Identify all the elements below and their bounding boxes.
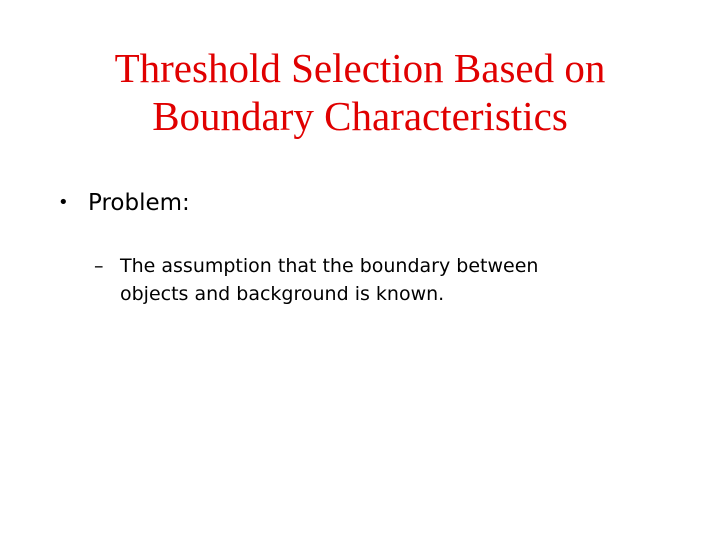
sub-bullet-list: [94, 252, 654, 308]
slide-title: [60, 44, 660, 140]
sub-bullet-line-2: objects and background is known.: [120, 283, 445, 305]
sub-bullet-line-1: The assumption that the boundary between: [120, 255, 539, 277]
bullet-text: Problem:: [88, 190, 190, 216]
sub-bullet-text: [120, 252, 538, 308]
sub-bullet-marker: –: [94, 255, 104, 277]
bullet-item: [58, 186, 678, 220]
title-line-2: Boundary Characteristics: [152, 93, 568, 139]
bullet-marker: •: [58, 192, 69, 213]
bullet-list: [58, 186, 678, 305]
title-line-1: Threshold Selection Based on: [114, 45, 606, 91]
sub-bullet-item: [94, 252, 654, 308]
